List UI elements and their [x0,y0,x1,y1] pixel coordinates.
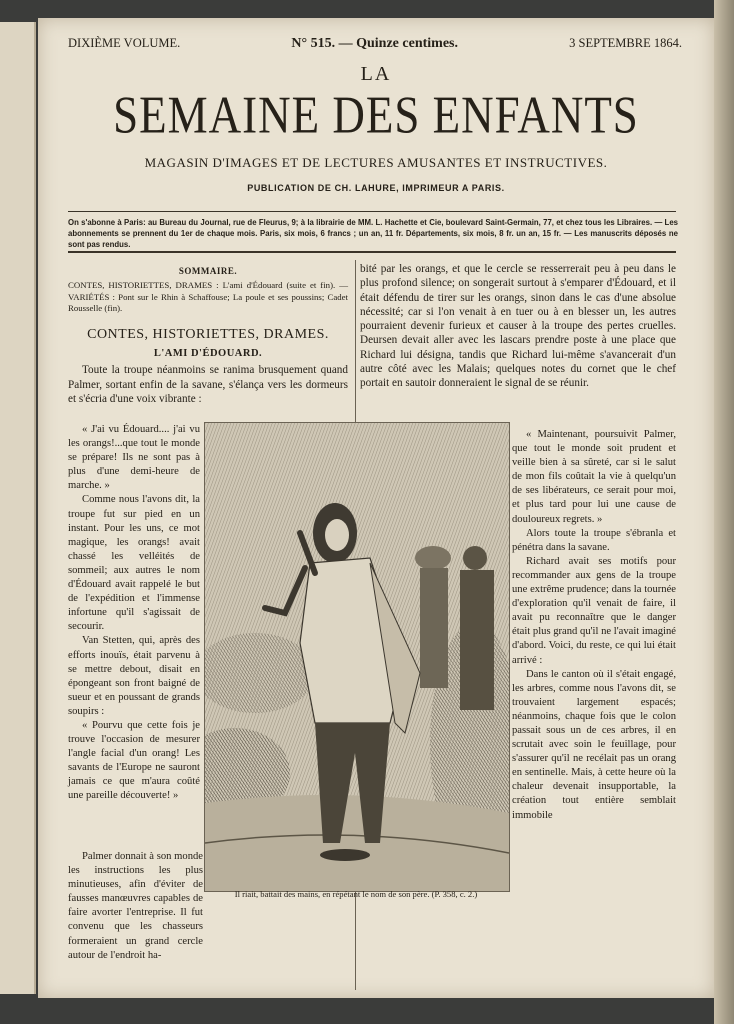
column-2-top [360,262,676,391]
issue-date: 3 SEPTEMBRE 1864. [569,36,682,50]
paragraph: Toute la troupe néanmoins se ranima brusquement quand Palmer, sortant enfin de la savane, s'élança vers les dormeurs et s'écria d'une voix vibrante : [68,364,348,405]
column-2-wrap [512,428,676,823]
rule-top [68,211,676,212]
sommaire-text: CONTES, HISTORIETTES, DRAMES : L'ami d'Édouard (suite et fin). — VARIÉTÉS : Pont sur le Rhin à Schaffouse; La poule et ses poussins; Cadet Rousselle (fin). [68,280,348,314]
masthead-topline [68,36,682,52]
previous-page-edge [0,22,36,994]
paragraph: Comme nous l'avons dit, la troupe fut sur pied en un instant. Pour les uns, ce mot magique, les orangs! avait chassé les velléités de sommeil; aux autres le nom d'Édouard avait rappelé le but de l'expédition et l'immense infortune qu'il s'agissait de secourir. [68,494,200,633]
engraving-image [205,423,509,891]
rule-bottom [68,251,676,253]
section-heading: CONTES, HISTORIETTES, DRAMES. [87,326,329,342]
sommaire-heading: SOMMAIRE. [178,266,238,276]
illustration-caption: Il riait, battait des mains, en répétant le nom de son père. (P. 358, c. 2.) [234,889,478,899]
paragraph: bité par les orangs, et que le cercle se resserrerait peu à peu dans le plus profond silence; on songerait surtout à s'emparer d'Édouard, et il était défendu de tirer sur les orangs, sinon dans le cas d'une absolue nécessité; car si l'on venait à en tuer ou à en blesser un, les autres pourraient devenir furieux et causer à la troupe des pertes cruelles. Deursen devait aller avec les lascars prendre poste à une place que Richard lui désigna, tandis que Richard lui-même s'avancerait d'un autre côté avec les Malais; quelques notes du cornet que le chef portait en sautoir donneraient le signal de se réunir. [360,263,676,390]
newspaper-subtitle: MAGASIN D'IMAGES ET DE LECTURES AMUSANTES ET INSTRUCTIVES. [144,155,608,170]
paragraph: Richard avait ses motifs pour recommander aux gens de la troupe une extrême prudence; dans la tournée d'exploration qu'il venait de faire, il avait pu reconnaître que le danger était plus grand qu'il ne l'avait imaginé d'abord. Voici, du reste, ce qui lui était arrivé : [512,555,676,666]
paragraph: « Pourvu que cette fois je trouve l'occasion de mesurer l'angle facial d'un orang! Les savants de l'Europe ne sauront jamais ce que m'aura coûté une pareille découverte! » [68,719,200,802]
newspaper-title: SEMAINE DES ENFANTS [113,85,639,145]
column-1-top [68,264,348,406]
subscription-notice: On s'abonne à Paris: au Bureau du Journal, rue de Fleurus, 9; à la librairie de MM. L. Hachette et Cie, boulevard Saint-Germain, 77, et chez tous les Libraires. — Les abonnements se prennent du 1er de chaque mois. Paris, six mois, 6 francs ; un an, 11 fr. Départements, six mois, 8 fr. un an, 15 fr. — Les manuscrits déposés ne sont pas rendus. [68,218,678,249]
paragraph: Alors toute la troupe s'ébranla et pénétra dans la savane. [512,527,676,553]
paragraph: Palmer donnait à son monde les instructions les plus minutieuses, afin d'éviter de fausses manœuvres capables de faire avorter l'entreprise. Il fut convenu que les chasseurs formeraient un grand cercle autour de l'endroit ha- [68,851,203,961]
page-edge-shadow [714,0,734,1024]
column-1-wrap [68,423,200,804]
volume-label: DIXIÈME VOLUME. [68,36,181,50]
title-article: LA [360,63,392,85]
story-heading: L'AMI D'ÉDOUARD. [153,348,263,360]
newspaper-page [38,18,714,998]
paragraph: Van Stetten, qui, après des efforts inouïs, était parvenu à se mettre debout, disait en épongeant son front baigné de sueur et en poussant de grands soupirs : [68,635,200,717]
column-1-bottom [68,850,203,963]
engraving-illustration [204,422,510,892]
paragraph: « J'ai vu Édouard.... j'ai vu les orangs!...que tout le monde se prépare! Ils ne sont pas à plus d'une demi-heure de marche. » [68,424,200,492]
paragraph: « Maintenant, poursuivit Palmer, que tout le monde soit prudent et veille bien à sa sûreté, car si le salut de mon fils coûtait la vie à quelqu'un de ses libérateurs, ce serait pour moi, et plus tard pour lui une cause de douloureux regrets. » [512,429,676,525]
publisher-line: PUBLICATION DE CH. LAHURE, IMPRIMEUR A PARIS. [247,183,505,193]
paragraph: Dans le canton où il s'était engagé, les arbres, comme nous l'avons dit, se trouvaient largement espacés; néanmoins, chaque fois que le colon passait sous un de ces arbres, il en scrutait avec soin le feuillage, pour s'assurer qu'il ne recélait pas un orang en sentinelle. Mais, à cette heure où la chaleur devenait insupportable, la création tout entière semblait immobile [512,668,676,821]
issue-number: N° 515. — Quinze centimes. [291,36,458,51]
